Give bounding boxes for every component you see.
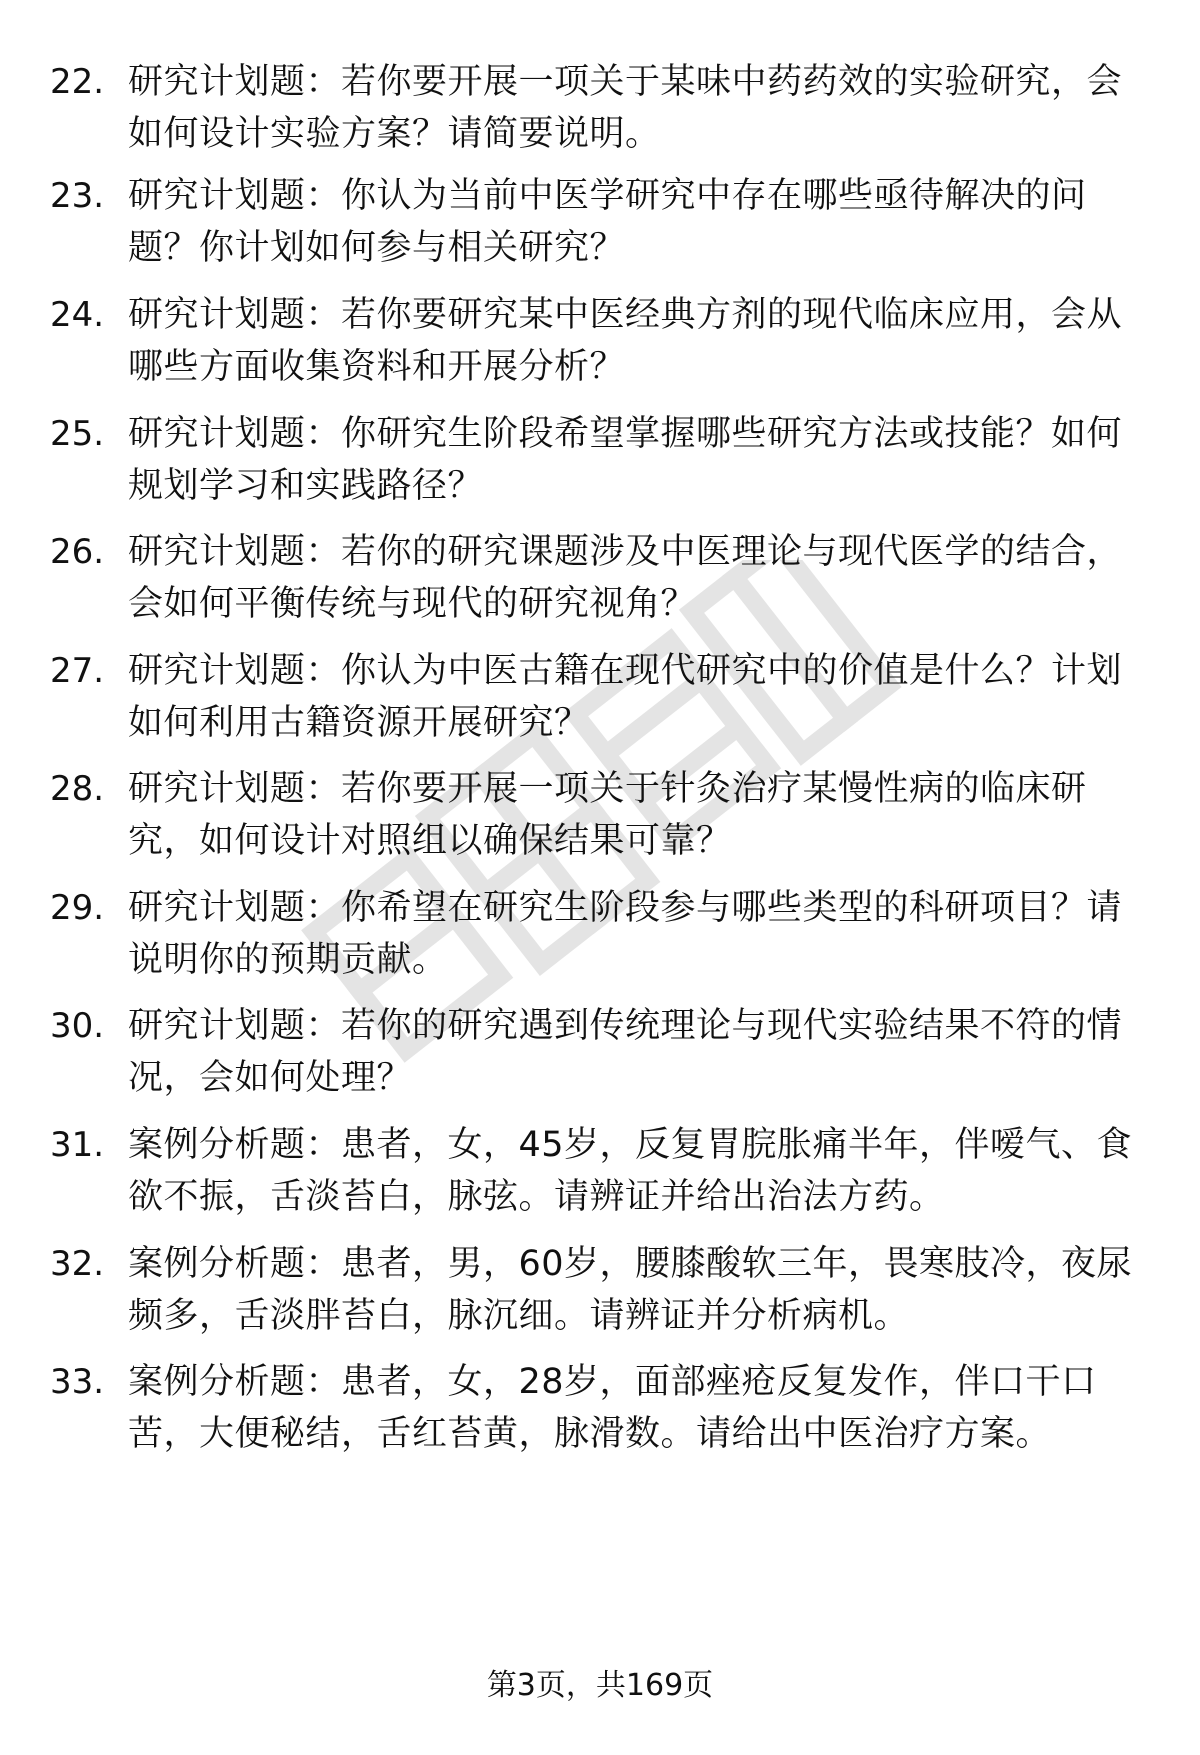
- question-27: [50, 645, 1170, 749]
- question-number: 22.: [50, 62, 105, 102]
- question-number: 28.: [50, 769, 105, 809]
- question-text: 研究计划题：若你要研究某中医经典方剂的现代临床应用，会从 哪些方面收集资料和开展分析？: [128, 295, 1123, 387]
- question-25: [50, 408, 1170, 512]
- question-number: 32.: [50, 1244, 105, 1284]
- question-text: 研究计划题：你研究生阶段希望掌握哪些研究方法或技能？如何 规划学习和实践路径？: [128, 414, 1123, 506]
- question-number: 29.: [50, 888, 105, 928]
- page-number-footer: 第3页，共169页: [486, 1668, 714, 1703]
- question-text: 研究计划题：若你的研究课题涉及中医理论与现代医学的结合， 会如何平衡传统与现代的研究视角？: [128, 532, 1123, 624]
- question-24: [50, 289, 1170, 393]
- question-30: [50, 1000, 1170, 1104]
- question-number: 24.: [50, 295, 105, 335]
- question-number: 27.: [50, 651, 105, 691]
- question-28: [50, 763, 1170, 867]
- question-text: 案例分析题：患者，男，60岁，腰膝酸软三年，畏寒肢冷，夜尿 频多，舌淡胖苔白，脉沉细。请辨证并分析病机。: [128, 1244, 1133, 1336]
- question-number: 25.: [50, 414, 105, 454]
- question-text: 研究计划题：你希望在研究生阶段参与哪些类型的科研项目？请 说明你的预期贡献。: [128, 888, 1123, 980]
- question-text: 研究计划题：若你要开展一项关于针灸治疗某慢性病的临床研 究，如何设计对照组以确保结果可靠？: [128, 769, 1087, 861]
- question-number: 33.: [50, 1362, 105, 1402]
- question-22: [50, 56, 1170, 160]
- question-text: 研究计划题：若你要开展一项关于某味中药药效的实验研究，会 如何设计实验方案？请简要说明。: [128, 62, 1123, 154]
- question-23: [50, 170, 1170, 274]
- question-number: 30.: [50, 1006, 105, 1046]
- question-33: [50, 1356, 1170, 1460]
- question-text: 研究计划题：你认为中医古籍在现代研究中的价值是什么？计划 如何利用古籍资源开展研究？: [128, 651, 1123, 743]
- question-text: 研究计划题：若你的研究遇到传统理论与现代实验结果不符的情 况，会如何处理？: [128, 1006, 1123, 1098]
- question-text: 研究计划题：你认为当前中医学研究中存在哪些亟待解决的问 题？你计划如何参与相关研究？: [128, 176, 1087, 268]
- question-number: 26.: [50, 532, 105, 572]
- question-text: 案例分析题：患者，女，45岁，反复胃脘胀痛半年，伴嗳气、食 欲不振，舌淡苔白，脉弦。请辨证并给出治法方药。: [128, 1125, 1133, 1217]
- question-number: 23.: [50, 176, 105, 216]
- question-32: [50, 1238, 1170, 1342]
- question-number: 31.: [50, 1125, 105, 1165]
- question-31: [50, 1119, 1170, 1223]
- question-29: [50, 882, 1170, 986]
- question-26: [50, 526, 1170, 630]
- question-text: 案例分析题：患者，女，28岁，面部痤疮反复发作，伴口干口 苦，大便秘结，舌红苔黄，脉滑数。请给出中医治疗方案。: [128, 1362, 1097, 1454]
